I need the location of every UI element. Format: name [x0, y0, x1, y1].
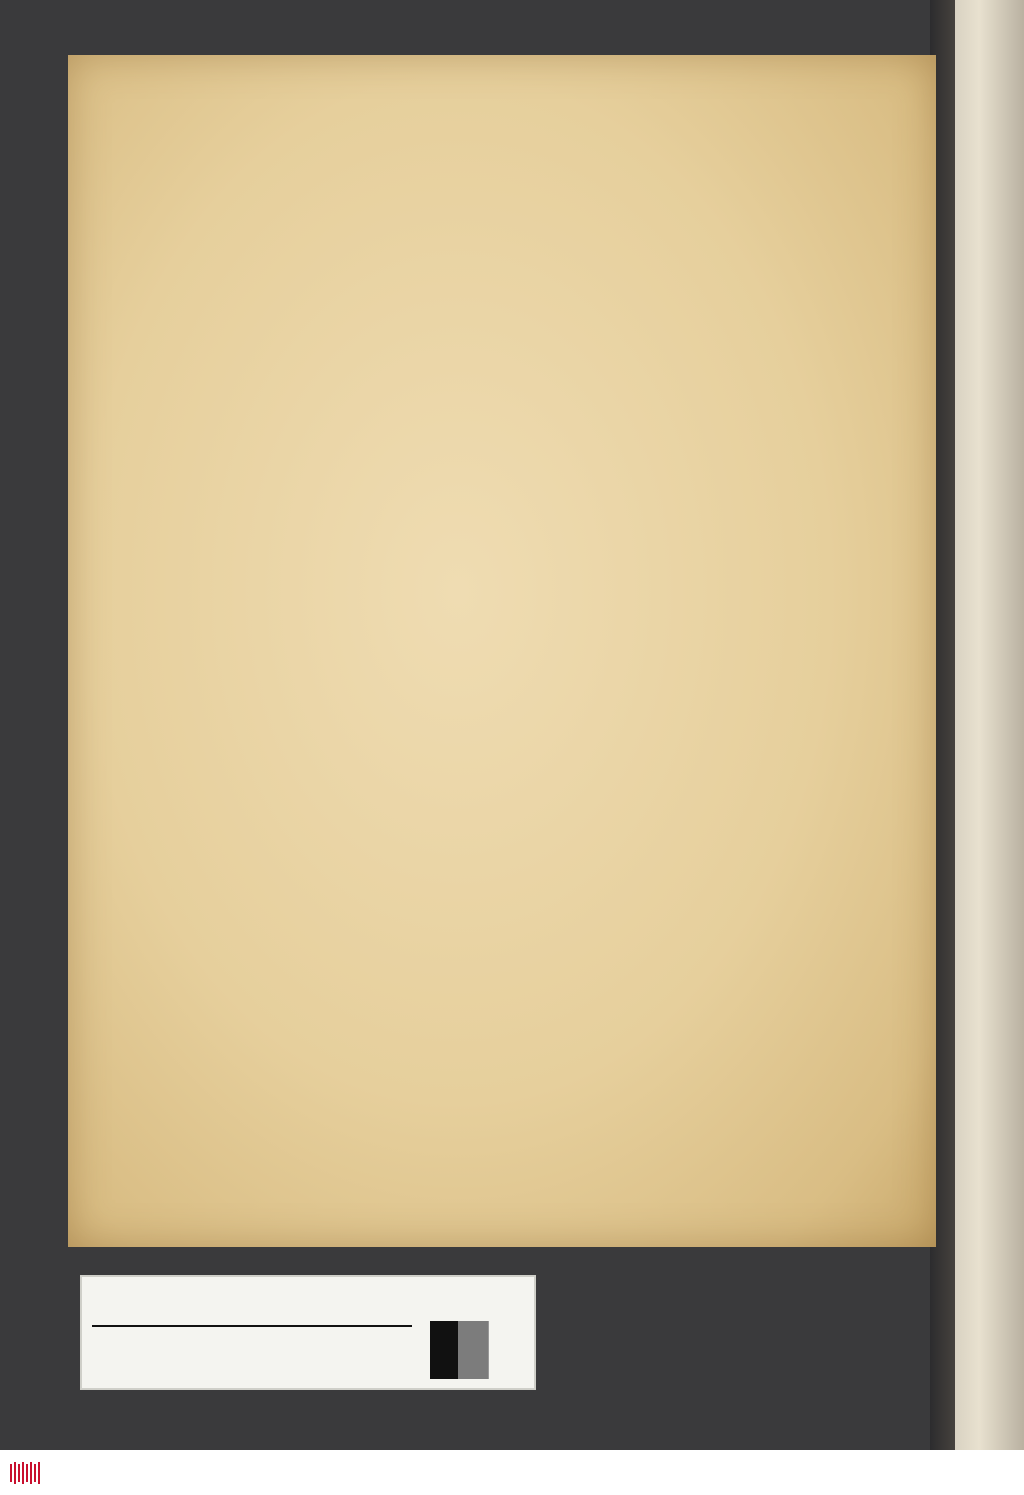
swatch-black — [430, 1321, 458, 1379]
hab-logo-icon — [8, 1460, 44, 1486]
page-header — [180, 115, 820, 145]
ruler-ticks — [92, 1327, 332, 1363]
swatch-white — [488, 1321, 514, 1379]
footer-bar — [0, 1450, 1024, 1495]
main-text — [198, 153, 910, 159]
ruler-numbers — [88, 1363, 418, 1383]
facing-page-edge — [955, 0, 1024, 1450]
swatch-gray — [458, 1321, 488, 1379]
gray-swatches — [430, 1321, 520, 1379]
ruler — [92, 1325, 412, 1361]
color-reference-card — [80, 1275, 536, 1390]
book-page — [68, 55, 936, 1247]
